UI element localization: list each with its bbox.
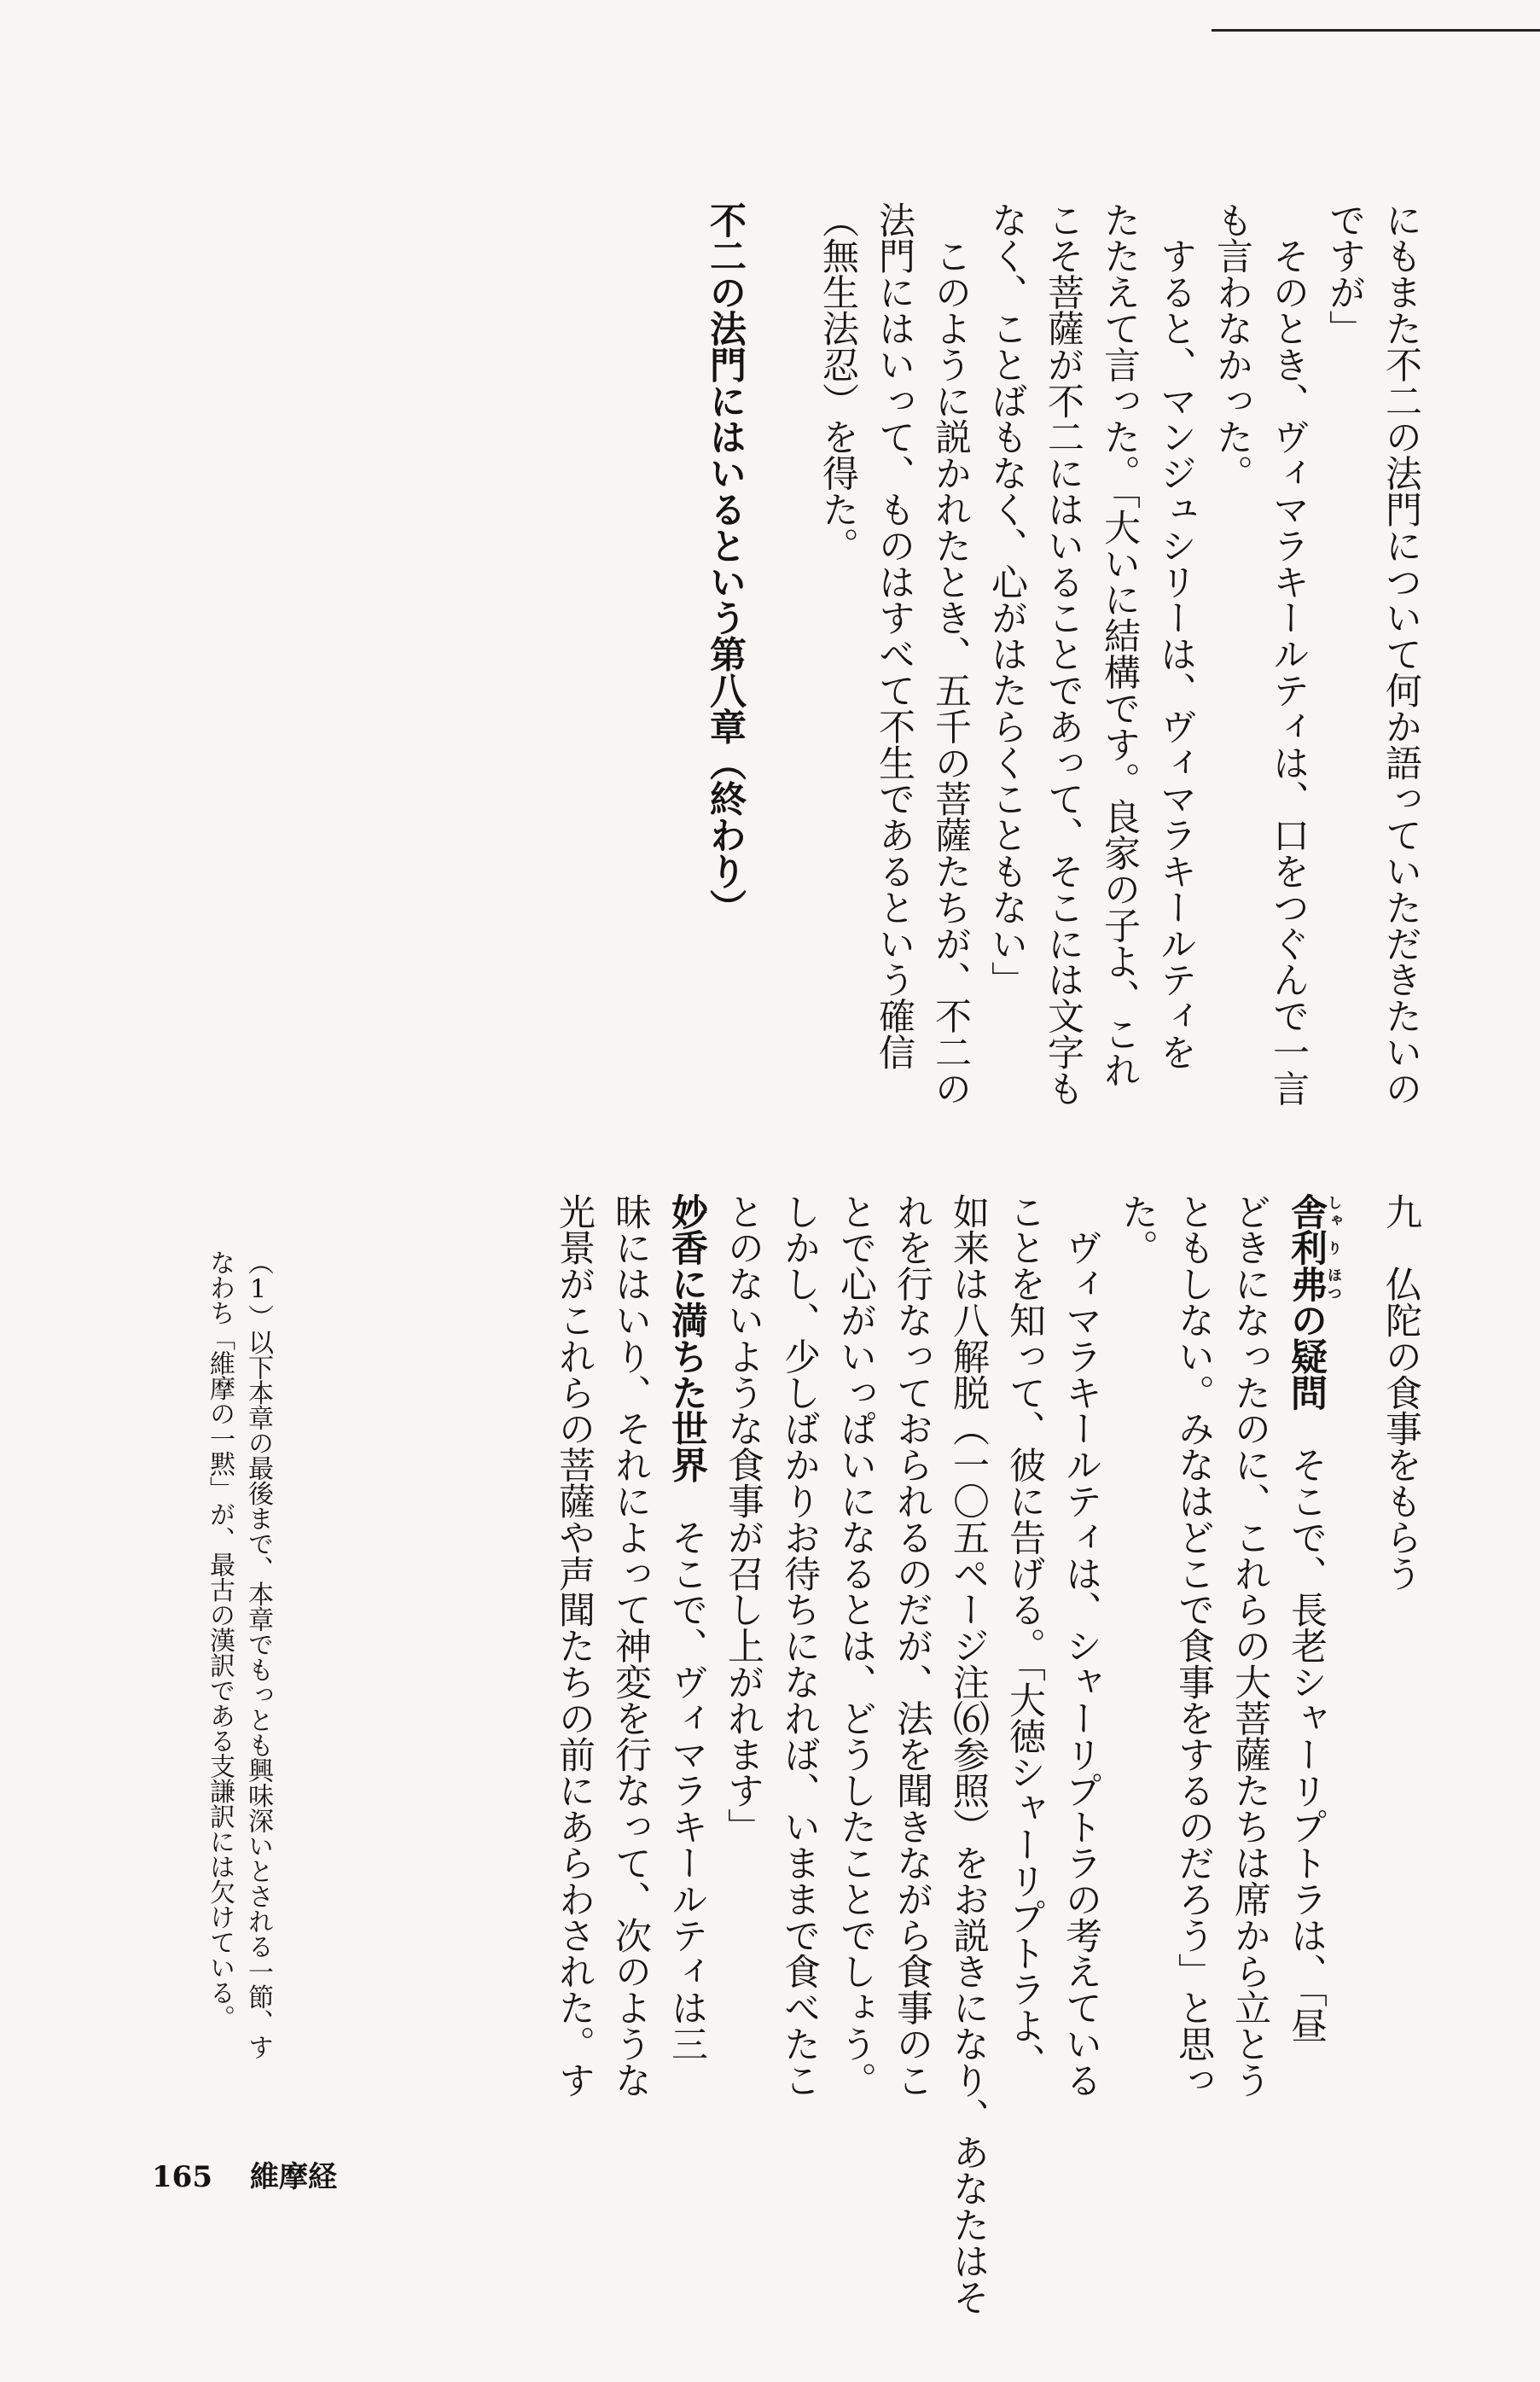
paragraph-line	[1278, 1193, 1340, 2128]
section-heading: 九 仏陀の食事をもらう	[1380, 1193, 1422, 1592]
line-text: そこで、長老シャーリプトラは、「昼	[1285, 1410, 1328, 2044]
paragraph-line: このように説かれたとき、五千の菩薩たちが、不二の	[929, 201, 972, 1107]
ruby-base: 弗	[1285, 1265, 1328, 1302]
paragraph-line: たたえて言った。「大いに結構です。良家の子よ、これ	[1098, 201, 1141, 1088]
paragraph-line: とで心がいっぱいになるとは、どうしたことでしょう。	[834, 1193, 877, 2099]
top-rule	[1212, 29, 1540, 32]
paragraph-line: 昧にはいり、それによって神変を行なって、次のような	[609, 1193, 652, 2099]
ruby-base: 舎	[1285, 1193, 1328, 1230]
paragraph-line: しかし、少しばかりお待ちになれば、いままで食べたこ	[778, 1193, 821, 2099]
ruby-char	[1285, 1193, 1341, 1230]
paragraph-line: た。	[1116, 1193, 1159, 1266]
paragraph-line: 如来は八解脱（一〇五ページ注⑹参照）をお説きになり、あなたはそ	[947, 1193, 990, 2315]
upper-text-block	[550, 201, 1429, 1136]
ruby-base: 利	[1285, 1229, 1328, 1266]
paragraph-line	[659, 1193, 715, 2128]
paragraph-line: とのないような食事が召し上がれます」	[722, 1193, 764, 1845]
run-in-tail: の疑問	[1285, 1302, 1328, 1411]
paragraph-line: 光景がこれらの菩薩や声聞たちの前にあらわされた。す	[553, 1193, 596, 2099]
chapter-end-line: 不二の法門にはいるという第八章（終わり）	[704, 201, 747, 926]
lower-text-block	[553, 1193, 1429, 2315]
page-number: 165	[152, 2160, 212, 2194]
paragraph-line: すると、マンジュシリーは、ヴィマラキールティを	[1154, 201, 1197, 1070]
paragraph-line: 法門にはいって、ものはすべて不生であるという確信	[873, 201, 915, 1070]
ruby-char	[1285, 1229, 1341, 1266]
line-text: そこで、ヴィマラキールティは三	[665, 1482, 708, 2062]
footnote-line: なわち「維摩の一黙」が、最古の漢訳である支謙訳には欠けている。	[205, 1249, 235, 2030]
paragraph-line: そのとき、ヴィマラキールティは、口をつぐんで一言	[1267, 201, 1310, 1107]
running-title: 維摩経	[249, 2160, 337, 2194]
paragraph-line: ですが」	[1323, 201, 1366, 347]
folio	[152, 2153, 375, 2195]
paragraph-line: こそ菩薩が不二にはいることであって、そこには文字も	[1042, 201, 1084, 1107]
ruby-reading: しゃ	[1324, 1193, 1341, 1230]
footnote	[200, 1249, 277, 2111]
paragraph-line: ともしない。みなはどこで食事をするのだろう」と思っ	[1172, 1193, 1215, 2099]
paragraph-line: にもまた不二の法門について何か語っていただきたいの	[1380, 201, 1422, 1107]
ruby-reading: り	[1324, 1229, 1341, 1266]
ruby-reading: ほつ	[1324, 1265, 1341, 1302]
ruby-char	[1285, 1265, 1341, 1302]
paragraph-line: れを行なっておられるのだが、法を聞きながら食事のこ	[891, 1193, 933, 2099]
paragraph-line: ヴィマラキールティは、シャーリプトラの考えている	[1060, 1193, 1102, 2099]
paragraph-line: なく、ことばもなく、心がはたらくこともない」	[985, 201, 1028, 998]
run-in-heading: 妙香に満ちた世界	[665, 1193, 708, 1483]
footnote-line: （1）以下本章の最後まで、本章でもっとも興味深いとされる一節、す	[243, 1249, 273, 2059]
paragraph-line: （無生法忍）を得た。	[816, 201, 859, 564]
paragraph-line: も言わなかった。	[1211, 201, 1253, 492]
run-in-heading	[1285, 1193, 1341, 1411]
paragraph-line: ことを知って、彼に告げる。「大徳シャーリプトラよ、	[1003, 1193, 1046, 2080]
paragraph-line: どきになったのに、これらの大菩薩たちは席から立とう	[1229, 1193, 1271, 2099]
